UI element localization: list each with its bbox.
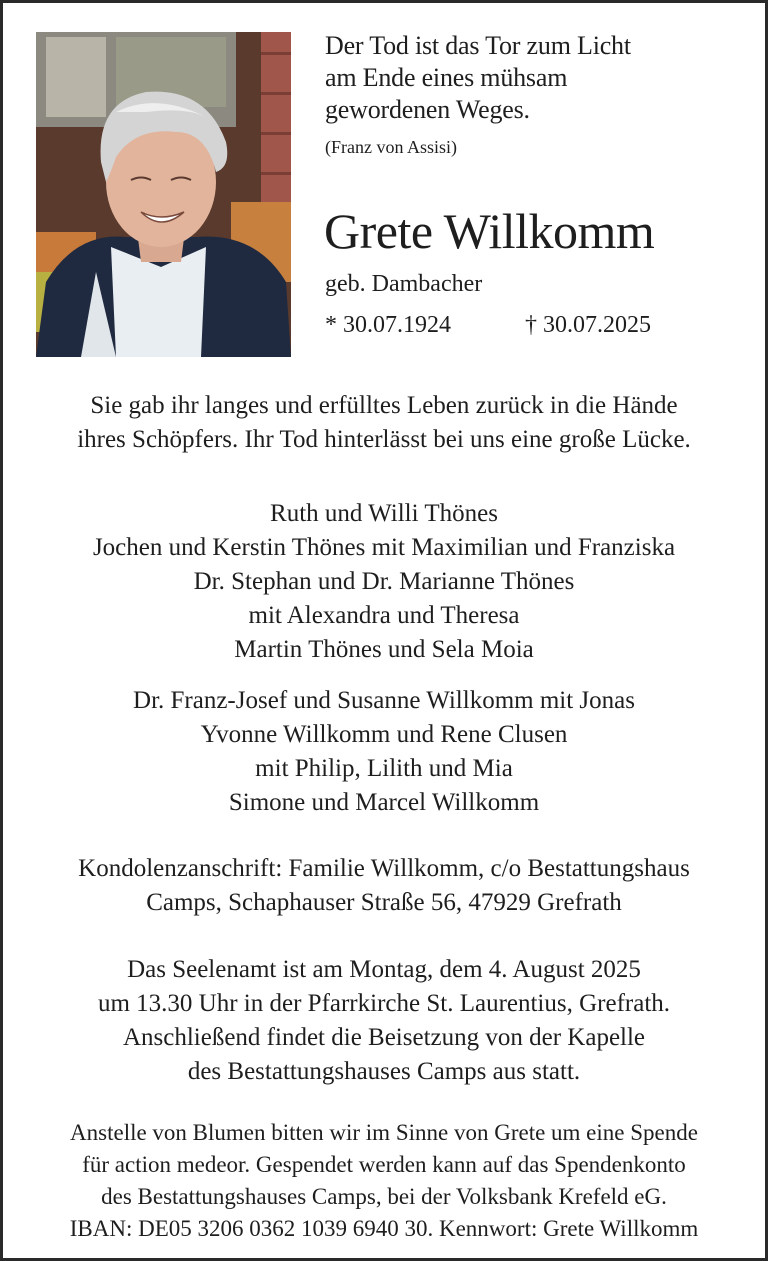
deceased-name: Grete Willkomm	[324, 203, 655, 259]
service-line: um 13.30 Uhr in der Pfarrkirche St. Laurentius, Grefrath.	[97, 990, 671, 1017]
mourner-line: Yvonne Willkomm und Rene Clusen	[200, 721, 568, 748]
mourner-line: Ruth und Willi Thönes	[270, 500, 498, 527]
portrait-image	[36, 32, 291, 357]
service-line: des Bestattungshauses Camps aus statt.	[187, 1058, 581, 1085]
mourner-line: Simone und Marcel Willkomm	[228, 789, 540, 816]
birth-date: * 30.07.1924	[325, 312, 451, 338]
epigraph-quote	[325, 30, 631, 126]
mourner-line: mit Philip, Lilith und Mia	[255, 755, 513, 782]
mourner-line: Martin Thönes und Sela Moia	[234, 636, 534, 663]
quote-author: (Franz von Assisi)	[325, 137, 457, 157]
mourner-line: Dr. Franz-Josef und Susanne Willkomm mit Jonas	[133, 687, 635, 714]
quote-line: Der Tod ist das Tor zum Licht	[325, 31, 631, 60]
mourner-line: mit Alexandra und Theresa	[248, 602, 520, 629]
condolence-address	[3, 852, 765, 920]
funeral-service-info	[3, 953, 765, 1089]
portrait-photo	[36, 32, 291, 357]
maiden-name: geb. Dambacher	[325, 271, 483, 297]
mourners-group-thoenes	[3, 497, 765, 667]
donation-line: für action medeor. Gespendet werden kann auf das Spendenkonto	[82, 1152, 686, 1177]
donation-line: Anstelle von Blumen bitten wir im Sinne von Grete um eine Spende	[70, 1120, 698, 1145]
statement-line: ihres Schöpfers. Ihr Tod hinterlässt bei uns eine große Lücke.	[77, 426, 691, 453]
iban-line: IBAN: DE05 3206 0362 1039 6940 30. Kennwort: Grete Willkomm	[69, 1216, 699, 1241]
mourner-line: Jochen und Kerstin Thönes mit Maximilian und Franziska	[92, 534, 676, 561]
donation-request	[3, 1117, 765, 1245]
mourners-group-willkomm	[3, 684, 765, 820]
condolence-line: Kondolenzanschrift: Familie Willkomm, c/o Bestattungshaus	[78, 855, 690, 882]
statement-line: Sie gab ihr langes und erfülltes Leben zurück in die Hände	[90, 392, 678, 419]
quote-line: gewordenen Weges.	[325, 95, 530, 124]
death-date: † 30.07.2025	[525, 312, 651, 338]
service-line: Anschließend findet die Beisetzung von der Kapelle	[122, 1024, 646, 1051]
mourner-line: Dr. Stephan und Dr. Marianne Thönes	[193, 568, 575, 595]
memorial-statement	[3, 389, 765, 457]
quote-line: am Ende eines mühsam	[325, 63, 568, 92]
service-line: Das Seelenamt ist am Montag, dem 4. August 2025	[127, 956, 641, 983]
condolence-line: Camps, Schaphauser Straße 56, 47929 Grefrath	[146, 889, 622, 916]
donation-line: des Bestattungshauses Camps, bei der Volksbank Krefeld eG.	[101, 1184, 667, 1209]
